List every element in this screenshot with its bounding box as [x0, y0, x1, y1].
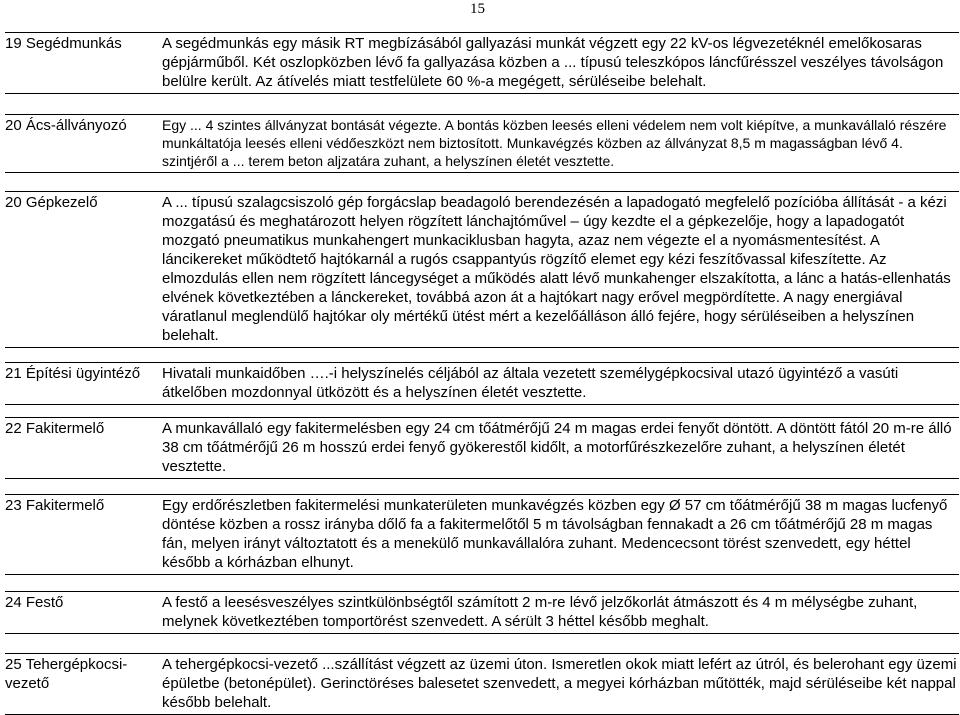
category-cell: 24 Festő	[5, 592, 162, 634]
table-row	[5, 592, 959, 634]
table-row	[5, 363, 959, 405]
category-cell: 23 Fakitermelő	[5, 495, 162, 575]
table-row	[5, 654, 959, 715]
table-row	[5, 115, 959, 173]
description-cell: A segédmunkás egy másik RT megbízásából gallyazási munkát végzett egy 22 kV-os légvezetéknél emelőkosaras gépjárműből. Két oszlopközben lévő fa gallyazása közben a ... típusú teleszkópos láncfűrésszel veszélyes távolságon belülre került. Az átívelés miatt testfelülete 60 %-a megégett, sérüléseibe belehalt.	[162, 33, 959, 94]
description-cell: Egy ... 4 szintes állványzat bontását végezte. A bontás közben leesés elleni védelem nem volt kiépítve, a munkavállaló részére munkáltatója leesés elleni védőeszközt nem biztosított. Munkavégzés közben az állványzat 8,5 m magasságban lévő 4. szintjéről a ... terem beton aljzatára zuhant, a helyszínen életét vesztette.	[162, 115, 959, 173]
table-row	[5, 33, 959, 94]
category-cell: 21 Építési ügyintéző	[5, 363, 162, 405]
page-number: 15	[470, 1, 485, 17]
description-cell: A munkavállaló egy fakitermelésben egy 24 cm tőátmérőjű 24 m magas erdei fenyőt döntött. A döntött fától 20 m-re álló 38 cm tőátmérőjű 26 m hosszú erdei fenyő gyökerestől kidőlt, a motorfűrészkezelőre zuhant, a helyszínen életét vesztette.	[162, 418, 959, 479]
row-spacer	[5, 94, 959, 115]
accident-table	[5, 32, 959, 715]
description-cell: Egy erdőrészletben fakitermelési munkaterületen munkavégzés közben egy Ø 57 cm tőátmérőjű 38 m magas lucfenyő döntése közben a rossz irányba dőlő fa a fakitermelőtől 5 m távolságban fennakadt a 26 cm tőátmérőjű 28 m magas fán, melyen irányt változtatott és a menekülő munkavállalóra zuhant. Medencecsont törést szenvedett, egy héttel később a kórházban elhunyt.	[162, 495, 959, 575]
row-spacer	[5, 173, 959, 192]
row-spacer	[5, 634, 959, 654]
description-cell: Hivatali munkaidőben ….-i helyszínelés céljából az általa vezetett személygépkocsival utazó ügyintéző a vasúti átkelőben mozdonnyal ütközött és a helyszínen életét vesztette.	[162, 363, 959, 405]
row-spacer	[5, 575, 959, 592]
table-row	[5, 418, 959, 479]
table-row	[5, 495, 959, 575]
category-cell: 19 Segédmunkás	[5, 33, 162, 94]
description-cell: A festő a leesésveszélyes szintkülönbségtől számított 2 m-re lévő jelzőkorlát átmászott és 4 m mélységbe zuhant, melynek következtében tomportörést szenvedett. A sérült 3 héttel később meghalt.	[162, 592, 959, 634]
row-spacer	[5, 348, 959, 363]
row-spacer	[5, 405, 959, 418]
category-cell: 20 Gépkezelő	[5, 192, 162, 348]
description-cell: A tehergépkocsi-vezető ...szállítást végzett az üzemi úton. Ismeretlen okok miatt lefért az útról, és belerohant egy üzemi épületbe (betonépület). Gerinctöréses balesetet szenvedett, a megyei kórházban műtötték, majd sérüléseibe két nappal később belehalt.	[162, 654, 959, 715]
category-cell: 25 Tehergépkocsi-vezető	[5, 654, 162, 715]
description-cell: A ... típusú szalagcsiszoló gép forgácslap beadagoló berendezésén a lapadogató megfelelő pozícióba állítását - a kézi mozgatású és meghatározott helyen rögzített lánchajtóművel – úgy kezdte el a gépkezelője, hogy a lapadogatót mozgató pneumatikus munkahengert munkaciklusban hagyta, azaz nem végezte el a nyomásmentesítést. A láncikereket működtető hajtókarnál a rugós csappantyús rögzítő elemet egy kézi feszítővassal kifeszítette. Az elmozdulás ellen nem rögzített láncegységet a működés alatt lévő munkahenger elszakította, a lánc a hatás-ellenhatás elvének következtében a lánckereket, továbbá azon át a hajtókart nagy erővel megpördítette. A nagy energiával váratlanul meglendülő hajtókar oly mértékű ütést mért a kezelőálláson álló fejére, hogy sérüléseiben a helyszínen belehalt.	[162, 192, 959, 348]
table-row	[5, 192, 959, 348]
category-cell: 22 Fakitermelő	[5, 418, 162, 479]
category-cell: 20 Ács-állványozó	[5, 115, 162, 173]
row-spacer	[5, 479, 959, 495]
